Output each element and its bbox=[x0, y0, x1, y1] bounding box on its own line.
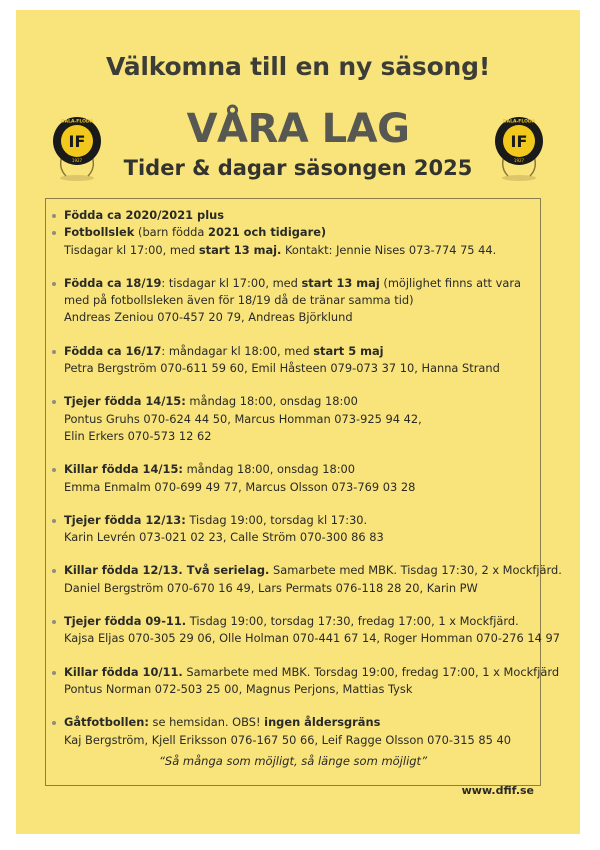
text: Tisdag 19:00, torsdag 17:30, fredag 17:00, 1 x Mockfjärd. bbox=[186, 614, 519, 629]
bullet-icon bbox=[52, 400, 56, 404]
bullet-icon bbox=[52, 671, 56, 675]
logo-ring-text: DALA-FLODA bbox=[502, 119, 536, 125]
team-detail-line bbox=[64, 580, 534, 597]
team-list bbox=[64, 207, 562, 765]
text: : tisdagar kl 17:00, med bbox=[161, 275, 302, 290]
bold-text: Födda ca 16/17 bbox=[64, 343, 162, 358]
text: Pontus Gruhs 070-624 44 50, Marcus Homman 073-925 94 42, bbox=[64, 411, 422, 426]
slogan-quote: “Så många som möjligt, så länge som möjligt” bbox=[158, 754, 428, 768]
bullet-icon bbox=[52, 282, 56, 286]
team-item bbox=[64, 613, 560, 648]
logo-year: 1927 bbox=[513, 158, 525, 163]
team-heading-line bbox=[64, 714, 534, 731]
bold-text: start 13 maj. bbox=[198, 242, 282, 257]
bold-text: Födda ca 2020/2021 plus bbox=[64, 208, 224, 222]
team-detail-line bbox=[64, 242, 534, 259]
team-item bbox=[64, 461, 534, 496]
team-detail-line bbox=[64, 411, 534, 428]
bold-text: Födda ca 18/19 bbox=[64, 275, 162, 290]
team-heading-line bbox=[64, 393, 534, 410]
page-subtitle: Tider & dagar säsongen 2025 bbox=[123, 156, 473, 180]
text: Pontus Norman 072-503 25 00, Magnus Perjons, Mattias Tysk bbox=[64, 681, 413, 696]
team-heading-line bbox=[64, 343, 534, 360]
bold-text: start 5 maj bbox=[313, 343, 384, 358]
bold-text: Killar födda 10/11. bbox=[64, 664, 183, 679]
team-item bbox=[64, 664, 560, 699]
team-detail-line bbox=[64, 224, 534, 241]
text: se hemsidan. OBS! bbox=[148, 715, 265, 730]
team-item bbox=[64, 275, 534, 327]
text: : måndagar kl 18:00, med bbox=[161, 343, 314, 358]
text: Tisdagar kl 17:00, med bbox=[64, 242, 199, 257]
team-item bbox=[64, 393, 534, 445]
logo-letters: IF bbox=[68, 132, 86, 151]
bold-text: Killar födda 14/15: bbox=[64, 462, 183, 477]
text: med på fotbollsleken även för 18/19 då de tränar samma tid) bbox=[64, 293, 414, 308]
bold-text: Fotbollslek bbox=[64, 225, 135, 240]
bullet-icon bbox=[52, 721, 56, 725]
team-heading-line bbox=[64, 207, 534, 224]
bullet-icon bbox=[52, 569, 56, 573]
logo-year: 1927 bbox=[71, 158, 83, 163]
team-heading-line bbox=[64, 664, 560, 681]
text: Kajsa Eljas 070-305 29 06, Olle Holman 070-441 67 14, Roger Homman 070-276 14 97 bbox=[64, 631, 560, 646]
text: måndag 18:00, onsdag 18:00 bbox=[185, 394, 358, 409]
website-link[interactable]: www.dfif.se bbox=[461, 784, 534, 797]
team-heading-line bbox=[64, 275, 534, 292]
bullet-icon bbox=[52, 231, 56, 235]
team-item bbox=[64, 343, 534, 378]
team-item bbox=[64, 512, 534, 547]
bold-text: ingen åldersgräns bbox=[264, 715, 381, 730]
text: måndag 18:00, onsdag 18:00 bbox=[182, 462, 356, 477]
text: Daniel Bergström 070-670 16 49, Lars Permats 076-118 28 20, Karin PW bbox=[64, 580, 478, 595]
bold-text: start 13 maj bbox=[301, 275, 380, 290]
text: Petra Bergström 070-611 59 60, Emil Håsteen 079-073 37 10, Hanna Strand bbox=[64, 361, 500, 376]
bold-text: Gåtfotbollen: bbox=[64, 715, 149, 730]
bullet-icon bbox=[52, 350, 56, 354]
page-title: VÅRA LAG bbox=[186, 106, 410, 152]
bold-text: Tjejer födda 09-11. bbox=[64, 614, 187, 629]
team-detail-line bbox=[64, 309, 534, 326]
text: Kaj Bergström, Kjell Eriksson 076-167 50 66, Leif Ragge Olsson 070-315 85 40 bbox=[64, 732, 511, 747]
logo-letters: IF bbox=[510, 132, 528, 151]
team-detail-line bbox=[64, 681, 534, 698]
text: Elin Erkers 070-573 12 62 bbox=[64, 428, 212, 443]
team-detail-line bbox=[64, 292, 534, 309]
text: Tisdag 19:00, torsdag kl 17:30. bbox=[185, 512, 368, 527]
team-item bbox=[64, 562, 562, 597]
team-item bbox=[64, 714, 534, 749]
text: Emma Enmalm 070-699 49 77, Marcus Olsson 073-769 03 28 bbox=[64, 479, 416, 494]
team-detail-line bbox=[64, 630, 560, 647]
bold-text: 2021 och tidigare) bbox=[208, 225, 327, 240]
team-detail-line bbox=[64, 479, 534, 496]
text: Samarbete med MBK. Tisdag 17:30, 2 x Mockfjärd. bbox=[269, 563, 562, 578]
team-detail-line bbox=[64, 360, 534, 377]
team-heading-line bbox=[64, 562, 562, 579]
poster bbox=[16, 10, 580, 834]
team-item bbox=[64, 207, 534, 259]
team-detail-line bbox=[64, 732, 534, 749]
team-heading-line bbox=[64, 613, 534, 630]
teams-box bbox=[45, 198, 562, 797]
logo-ring-text: DALA-FLODA bbox=[60, 119, 94, 125]
bullet-icon bbox=[52, 620, 56, 624]
text: Kontakt: Jennie Nises 073-774 75 44. bbox=[281, 242, 497, 257]
text: Samarbete med MBK. Torsdag 19:00, fredag 17:00, 1 x Mockfjärd bbox=[182, 664, 560, 679]
team-heading-line bbox=[64, 512, 534, 529]
text: (barn födda bbox=[134, 225, 209, 240]
text: (möjlighet finns att vara bbox=[379, 275, 522, 290]
bold-text: Tjejer födda 14/15: bbox=[64, 394, 186, 409]
team-detail-line bbox=[64, 529, 534, 546]
bullet-icon bbox=[52, 214, 56, 218]
bold-text: Tjejer födda 12/13: bbox=[64, 512, 186, 527]
welcome-heading: Välkomna till en ny säsong! bbox=[105, 52, 491, 81]
team-heading-line bbox=[64, 461, 534, 478]
bold-text: Killar födda 12/13. Två serielag. bbox=[64, 563, 270, 578]
bullet-icon bbox=[52, 519, 56, 523]
bullet-icon bbox=[52, 468, 56, 472]
text: Karin Levrén 073-021 02 23, Calle Ström 070-300 86 83 bbox=[64, 530, 384, 545]
text: Andreas Zeniou 070-457 20 79, Andreas Björklund bbox=[64, 310, 353, 325]
team-detail-line bbox=[64, 428, 534, 445]
